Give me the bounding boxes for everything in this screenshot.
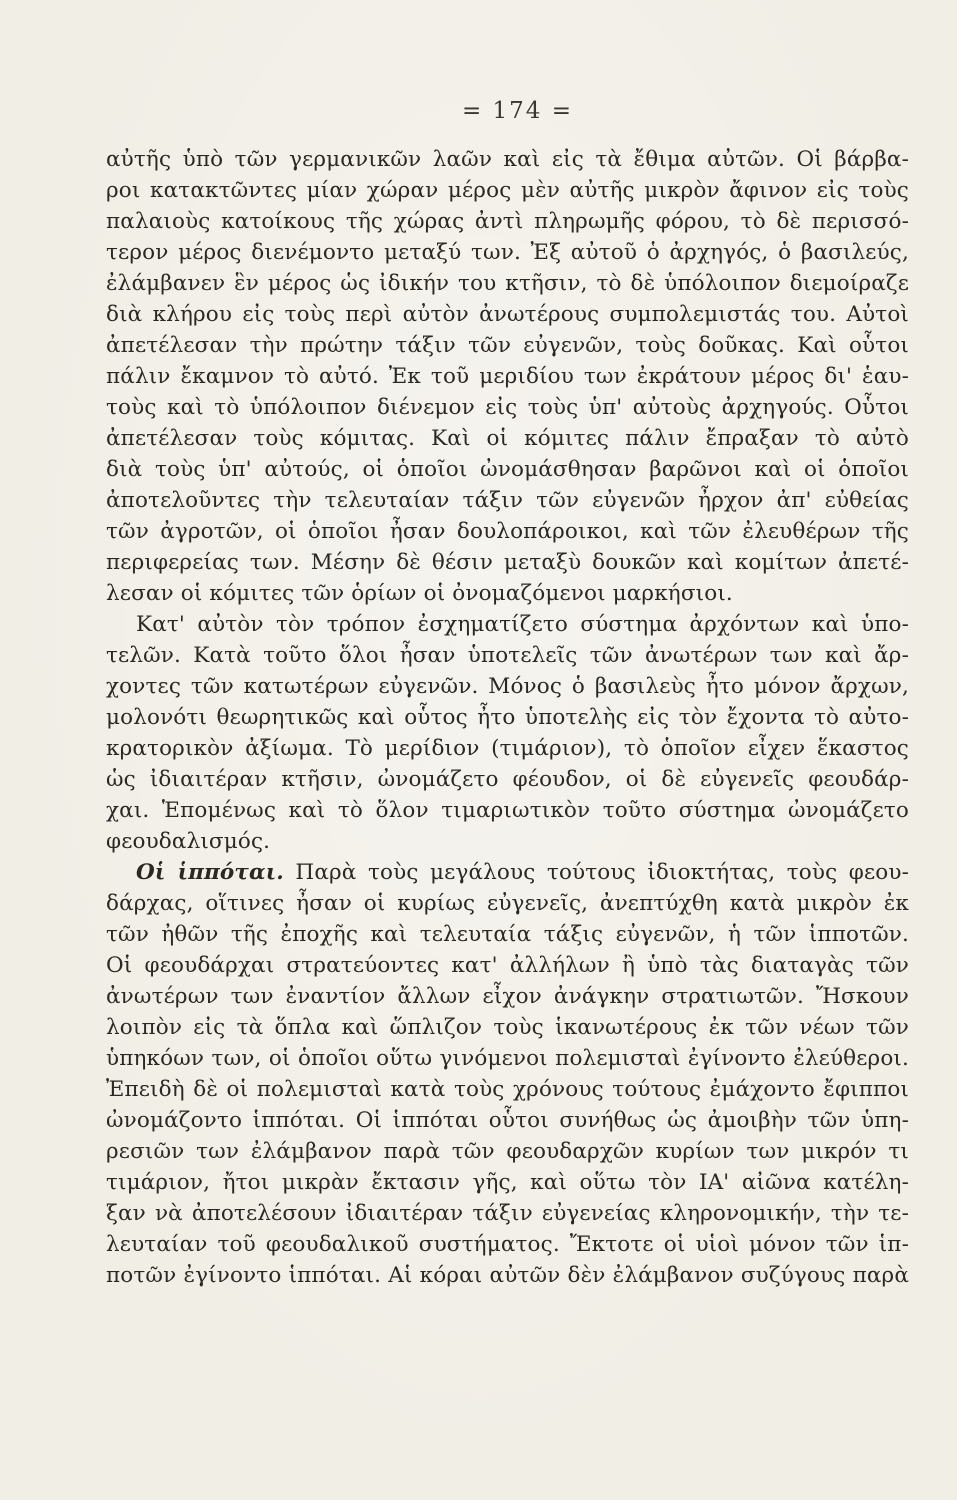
- text-line: παλαιοὺς κατοίκους τῆς χώρας ἀντὶ πληρωμῆς φόρου, τὸ δὲ περισσό-: [106, 209, 909, 234]
- text-line: ὑπηκόων των, οἱ ὁποῖοι οὕτω γινόμενοι πολεμισταὶ ἐγίνοντο ἐλεύθεροι.: [106, 1046, 909, 1071]
- text-line: ρεσιῶν των ἐλάμβανον παρὰ τῶν φεουδαρχῶν κυρίων των μικρόν τι: [106, 1139, 909, 1164]
- text-line: Παρὰ τοὺς μεγάλους τούτους ἰδιοκτήτας, τοὺς φεου-: [283, 860, 910, 885]
- text-line: ὠνομάζοντο ἱππόται. Οἱ ἱππόται οὗτοι συνήθως ὡς ἀμοιβὴν τῶν ὑπη-: [106, 1108, 909, 1133]
- text-line: πάλιν ἔκαμνον τὸ αὐτό. Ἐκ τοῦ μεριδίου των ἐκράτουν μέρος δι' ἑαυ-: [106, 364, 909, 389]
- text-line: ἐλάμβανεν ἓν μέρος ὡς ἰδικήν του κτῆσιν, τὸ δὲ ὑπόλοιπον διεμοίραζε: [106, 271, 909, 296]
- text-line: αὐτῆς ὑπὸ τῶν γερμανικῶν λαῶν καὶ εἰς τὰ ἔθιμα αὐτῶν. Οἱ βάρβα-: [106, 147, 909, 172]
- text-line: διὰ τοὺς ὑπ' αὐτούς, οἱ ὁποῖοι ὠνομάσθησαν βαρῶνοι καὶ οἱ ὁποῖοι: [106, 457, 909, 482]
- text-line: διὰ κλήρου εἰς τοὺς περὶ αὐτὸν ἀνωτέρους συμπολεμιστάς του. Αὐτοὶ: [106, 302, 909, 327]
- text-line: ὡς ἰδιαιτέραν κτῆσιν, ὠνομάζετο φέουδον, οἱ δὲ εὐγενεῖς φεουδάρ-: [106, 767, 909, 792]
- paragraph-1: [106, 144, 909, 609]
- text-line: τῶν ἀγροτῶν, οἱ ὁποῖοι ἦσαν δουλοπάροικοι, καὶ τῶν ἐλευθέρων τῆς: [106, 519, 909, 544]
- section-heading: Οἱ ἱππόται.: [136, 860, 284, 885]
- text-line: χοντες τῶν κατωτέρων εὐγενῶν. Μόνος ὁ βασιλεὺς ἦτο μόνον ἄρχων,: [106, 674, 909, 699]
- text-line: τῶν ἠθῶν τῆς ἐποχῆς καὶ τελευταία τάξις εὐγενῶν, ἡ τῶν ἱπποτῶν.: [106, 922, 909, 947]
- text-line: ἀποτελοῦντες τὴν τελευταίαν τάξιν τῶν εὐγενῶν ἦρχον ἀπ' εὐθείας: [106, 488, 909, 513]
- page-number: = 174 =: [461, 98, 574, 124]
- text-line: μολονότι θεωρητικῶς καὶ οὗτος ἦτο ὑποτελὴς εἰς τὸν ἔχοντα τὸ αὐτο-: [106, 705, 909, 730]
- text-line: δάρχας, οἵτινες ἦσαν οἱ κυρίως εὐγενεῖς, ἀνεπτύχθη κατὰ μικρὸν ἐκ: [106, 891, 909, 916]
- text-line: ἀπετέλεσαν τοὺς κόμιτας. Καὶ οἱ κόμιτες πάλιν ἔπραξαν τὸ αὐτὸ: [106, 426, 909, 451]
- text-line-with-heading: [106, 857, 909, 888]
- text-line: φεουδαλισμός.: [106, 829, 271, 854]
- text-line: ἀπετέλεσαν τὴν πρώτην τάξιν τῶν εὐγενῶν, τοὺς δοῦκας. Καὶ οὗτοι: [106, 333, 909, 358]
- text-line: ξαν νὰ ἀποτελέσουν ἰδιαιτέραν τάξιν εὐγενείας κληρονομικήν, τὴν τε-: [106, 1201, 909, 1226]
- text-line: χαι. Ἑπομένως καὶ τὸ ὅλον τιμαριωτικὸν τοῦτο σύστημα ὠνομάζετο: [106, 798, 909, 823]
- text-line: κρατορικὸν ἀξίωμα. Τὸ μερίδιον (τιμάριον), τὸ ὁποῖον εἶχεν ἕκαστος: [106, 736, 909, 761]
- text-line: τιμάριον, ἤτοι μικρὰν ἔκτασιν γῆς, καὶ οὕτω τὸν ΙΑ' αἰῶνα κατέλη-: [106, 1170, 909, 1195]
- paragraph-3: [106, 857, 909, 1291]
- text-line: ἀνωτέρων των ἐναντίον ἄλλων εἶχον ἀνάγκην στρατιωτῶν. Ἤσκουν: [106, 984, 909, 1009]
- text-line: ροι κατακτῶντες μίαν χώραν μέρος μὲν αὐτῆς μικρὸν ἄφινον εἰς τοὺς: [106, 178, 909, 203]
- text-line: τερον μέρος διενέμοντο μεταξύ των. Ἐξ αὐτοῦ ὁ ἀρχηγός, ὁ βασιλεύς,: [106, 240, 909, 265]
- text-line: λευταίαν τοῦ φεουδαλικοῦ συστήματος. Ἔκτοτε οἱ υἱοὶ μόνον τῶν ἱπ-: [106, 1232, 909, 1257]
- text-line: τελῶν. Κατὰ τοῦτο ὅλοι ἦσαν ὑποτελεῖς τῶν ἀνωτέρων των καὶ ἄρ-: [106, 643, 909, 668]
- text-line: Οἱ φεουδάρχαι στρατεύοντες κατ' ἀλλήλων ἢ ὑπὸ τὰς διαταγὰς τῶν: [106, 953, 909, 978]
- text-line: περιφερείας των. Μέσην δὲ θέσιν μεταξὺ δουκῶν καὶ κομίτων ἀπετέ-: [106, 550, 909, 575]
- text-line: τοὺς καὶ τὸ ὑπόλοιπον διένεμον εἰς τοὺς ὑπ' αὐτοὺς ἀρχηγούς. Οὗτοι: [106, 395, 909, 420]
- text-line: ποτῶν ἐγίνοντο ἱππόται. Αἱ κόραι αὐτῶν δὲν ἐλάμβανον συζύγους παρὰ: [106, 1263, 909, 1288]
- text-line: Ἐπειδὴ δὲ οἱ πολεμισταὶ κατὰ τοὺς χρόνους τούτους ἐμάχοντο ἔφιπποι: [106, 1077, 909, 1102]
- text-line: λοιπὸν εἰς τὰ ὅπλα καὶ ὥπλιζον τοὺς ἱκανωτέρους ἐκ τῶν νέων τῶν: [106, 1015, 909, 1040]
- paragraph-2: [106, 609, 909, 857]
- text-line: Κατ' αὐτὸν τὸν τρόπον ἐσχηματίζετο σύστημα ἀρχόντων καὶ ὑπο-: [136, 612, 909, 637]
- text-block: [106, 144, 909, 1291]
- text-line: λεσαν οἱ κόμιτες τῶν ὁρίων οἱ ὀνομαζόμενοι μαρκήσιοι.: [106, 581, 733, 606]
